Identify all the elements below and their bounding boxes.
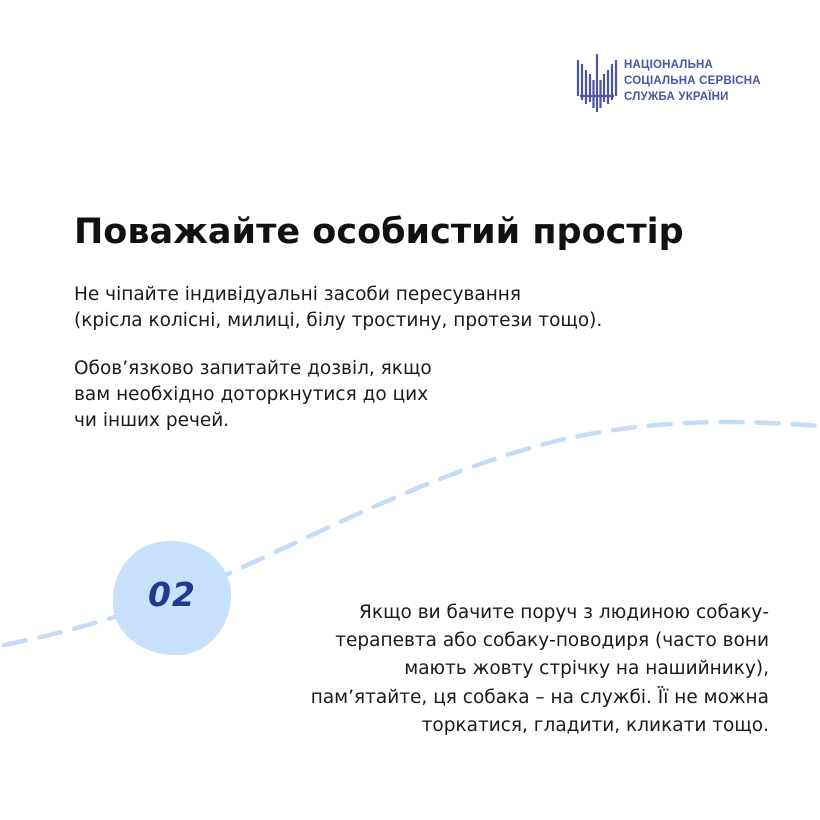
text-line: Обов’язково запитайте дозвіл, якщо xyxy=(74,358,432,379)
text-line: вам необхідно доторкнутися до цих xyxy=(74,384,429,405)
step-number: 02 xyxy=(148,575,196,614)
text-line: мають жовту стрічку на нашийнику), xyxy=(404,658,769,680)
logo-line: НАЦІОНАЛЬНА xyxy=(624,59,714,71)
logo-line: СЛУЖБА УКРАЇНИ xyxy=(624,91,729,103)
page-title: Поважайте особистий простір xyxy=(74,212,684,252)
text-line: чи інших речей. xyxy=(74,410,230,431)
text-line: торкатися, гладити, кликати тощо. xyxy=(421,714,769,736)
step-number-badge xyxy=(113,541,231,655)
paragraph-service-dog xyxy=(311,599,769,740)
text-line: Не чіпайте індивідуальні засоби пересування xyxy=(74,284,522,305)
text-line: (крісла колісні, милиці, білу тростину, протези тощо). xyxy=(74,310,603,331)
logo-line: СОЦІАЛЬНА СЕРВІСНА xyxy=(624,75,761,87)
text-line: терапевта або собаку-поводиря (часто вони xyxy=(335,630,769,652)
text-line: Якщо ви бачите поруч з людиною собаку- xyxy=(359,602,769,623)
text-line: пам’ятайте, ця собака – на службі. Її не можна xyxy=(310,686,769,708)
